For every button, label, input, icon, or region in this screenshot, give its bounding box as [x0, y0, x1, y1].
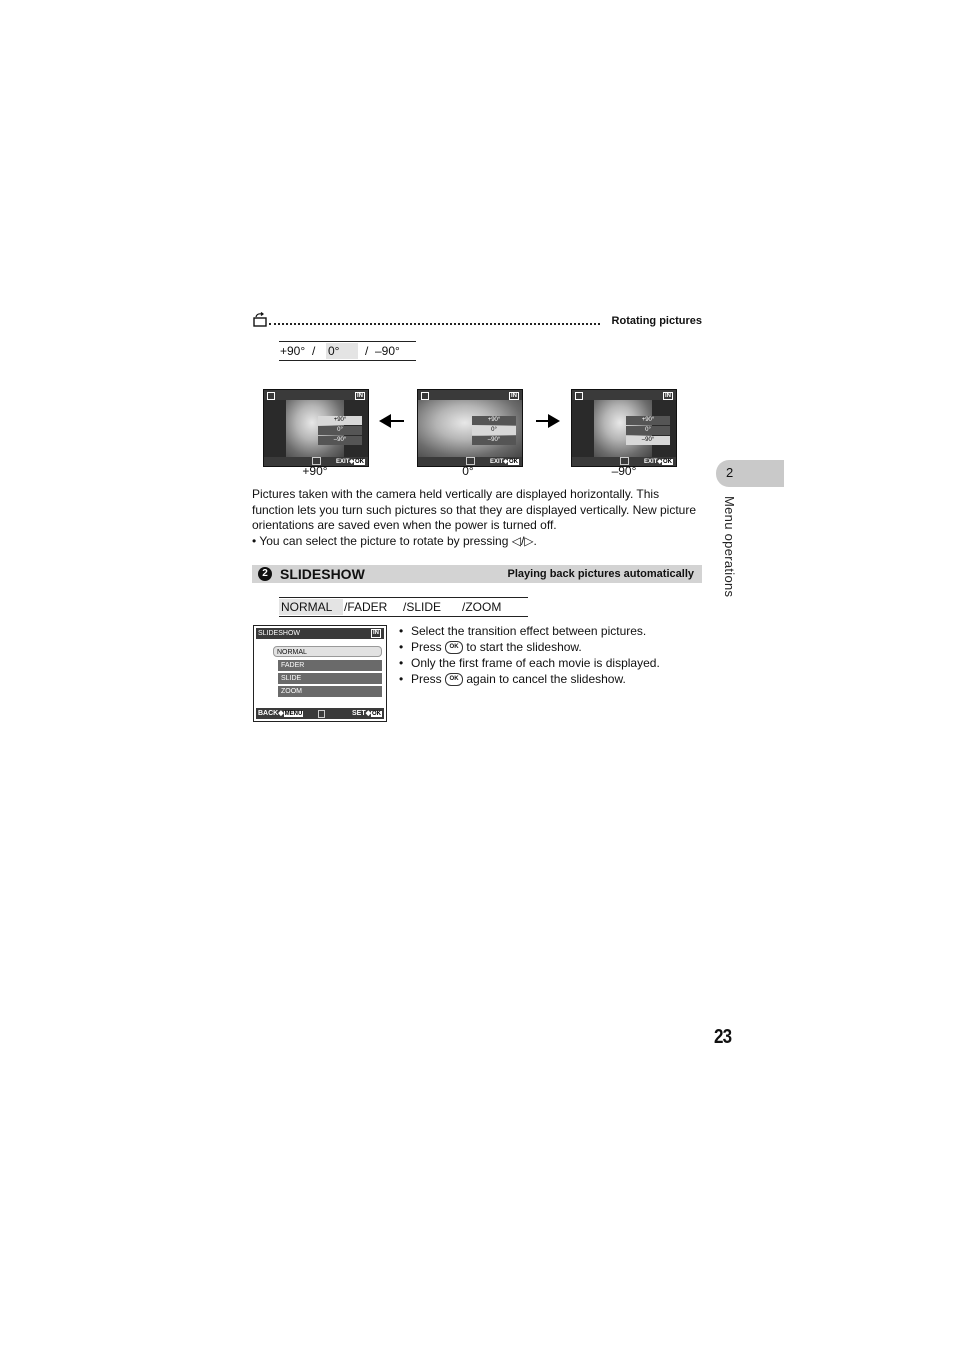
menu-item: 0°: [472, 426, 516, 435]
memory-badge: IN: [357, 393, 363, 399]
menu-item: +90°: [318, 416, 362, 425]
memory-badge: IN: [373, 630, 379, 636]
rotate-menu: [472, 416, 516, 446]
menu-item: –90°: [318, 436, 362, 445]
rotate-icon: [267, 392, 275, 400]
menu-item-normal: NORMAL: [273, 646, 382, 657]
slideshow-notes: [399, 623, 709, 687]
chapter-label: Menu operations: [722, 496, 737, 598]
rotate-menu: [626, 416, 670, 446]
camera-screen-plus90: [263, 389, 369, 467]
option-normal: NORMAL: [279, 599, 343, 615]
rotate-icon: [252, 312, 268, 328]
rotate-heading: [252, 312, 702, 330]
dotted-leader: [269, 323, 600, 325]
option-plus90: +90°: [280, 344, 306, 358]
option-separator: /: [365, 344, 369, 358]
caption-plus90: +90°: [302, 464, 328, 478]
screen-footer: BACK◆MENU SET◆OK: [256, 708, 384, 719]
option-separator: /: [312, 344, 316, 358]
memory-badge: IN: [665, 393, 671, 399]
chapter-number: 2: [726, 465, 734, 480]
list-item: • Press OK again to cancel the slideshow.: [399, 671, 709, 687]
exit-hint: EXIT◆OK: [644, 459, 672, 465]
exit-hint: EXIT◆OK: [490, 459, 518, 465]
caption-zero: 0°: [462, 464, 474, 478]
menu-item: +90°: [626, 416, 670, 425]
rotate-tip: • You can select the picture to rotate by pressing ◁/▷.: [252, 533, 537, 548]
rotate-options-table: [279, 341, 416, 361]
menu-item-slide: SLIDE: [278, 673, 382, 684]
rotate-menu: [318, 416, 362, 446]
menu-item: –90°: [626, 436, 670, 445]
option-fader: /FADER: [344, 600, 388, 614]
option-minus90: –90°: [375, 344, 400, 358]
arrow-keys-icon: ◁/▷: [511, 533, 534, 548]
rotate-description: [252, 487, 704, 549]
slideshow-subtitle: Playing back pictures automatically: [507, 568, 694, 580]
screen-header: SLIDESHOW IN: [256, 628, 384, 639]
ok-button-icon: OK: [445, 673, 463, 686]
slideshow-menu-screen: [253, 625, 387, 722]
camera-screen-zero: [417, 389, 523, 467]
menu-item: +90°: [472, 416, 516, 425]
menu-item-fader: FADER: [278, 660, 382, 671]
ok-button-icon: OK: [445, 641, 463, 654]
option-zoom: /ZOOM: [462, 600, 502, 614]
list-item: • Only the first frame of each movie is displayed.: [399, 655, 709, 671]
caption-minus90: –90°: [611, 464, 637, 478]
arrow-left-icon: [379, 414, 391, 428]
slideshow-options-table: [279, 597, 528, 617]
rotate-icon: [575, 392, 583, 400]
menu-item: 0°: [318, 426, 362, 435]
rotate-icon: [421, 392, 429, 400]
page-number: 23: [714, 1026, 732, 1048]
chapter-tab: [716, 460, 784, 487]
option-slide: /SLIDE: [403, 600, 442, 614]
navigation-icon: [318, 710, 325, 718]
menu-item: –90°: [472, 436, 516, 445]
slideshow-title: SLIDESHOW: [280, 566, 365, 582]
option-zero: 0°: [326, 343, 358, 359]
arrow-right-icon: [548, 414, 560, 428]
list-item: • Press OK to start the slideshow.: [399, 639, 709, 655]
rotate-title: Rotating pictures: [611, 315, 702, 327]
memory-badge: IN: [511, 393, 517, 399]
exit-hint: EXIT◆OK: [336, 459, 364, 465]
description-text: Pictures taken with the camera held vertically are displayed horizontally. This function lets you turn such pictures so that they are displayed vertically. New picture orientations are saved even when the power is turned off.: [252, 487, 696, 533]
camera-screen-minus90: [571, 389, 677, 467]
list-item: • Select the transition effect between pictures.: [399, 623, 709, 639]
slideshow-heading: [252, 565, 702, 583]
menu-item: 0°: [626, 426, 670, 435]
menu-item-zoom: ZOOM: [278, 686, 382, 697]
section-number: 2: [258, 567, 272, 581]
